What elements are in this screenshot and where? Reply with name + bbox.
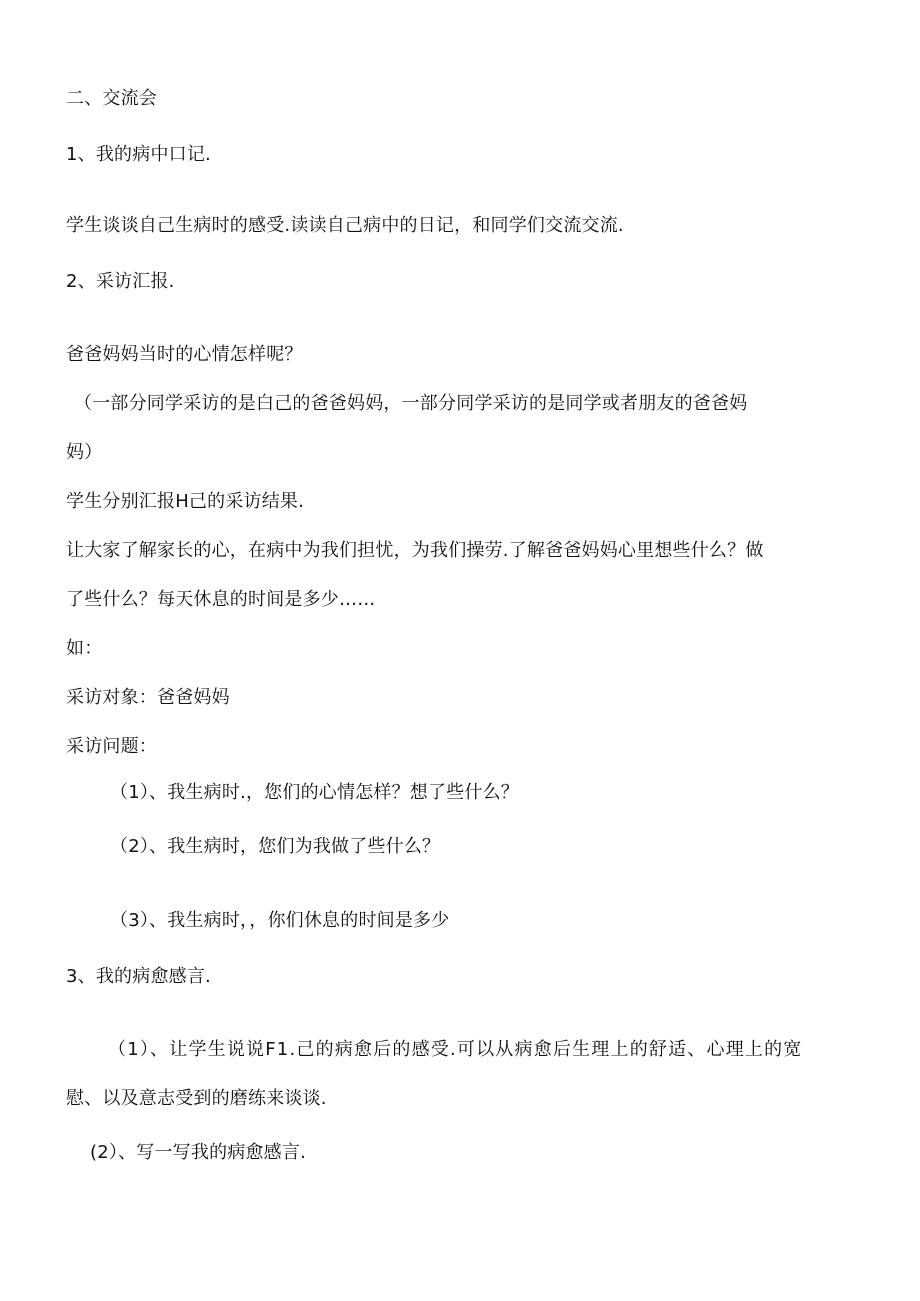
interview-question-2: （2）、我生病时，您们为我做了些什么？ — [110, 836, 441, 857]
interview-target: 采访对象：爸爸妈妈 — [66, 687, 230, 708]
item2-purpose-line1: 让大家了解家长的心，在病中为我们担忧，为我们操劳.了解爸爸妈妈心里想些什么？做 — [66, 540, 764, 561]
item3-sub1-line1: （1）、让学生说说F1.己的病愈后的感受.可以从病愈后生理上的舒适、心理上的宽 — [108, 1039, 803, 1060]
item2-report: 学生分别汇报H己的采访结果. — [66, 491, 305, 512]
item2-purpose-line2: 了些什么？每天休息的时间是多少…… — [66, 589, 376, 610]
item1-title: 1、我的病中口记. — [66, 144, 211, 165]
section-heading: 二、交流会 — [66, 88, 157, 109]
item2-note-line1: （一部分同学采访的是白己的爸爸妈妈，一部分同学采访的是同学或者朋友的爸爸妈 — [74, 393, 748, 414]
interview-question-1: （1）、我生病时.，您们的心情怎样？想了些什么？ — [110, 782, 519, 803]
item2-note-line2: 妈） — [66, 442, 103, 463]
item3-sub2: (2）、写一写我的病愈感言. — [90, 1142, 306, 1163]
item1-paragraph: 学生谈谈自己生病时的感受.读读自己病中的日记，和同学们交流交流. — [66, 215, 624, 236]
item2-question: 爸爸妈妈当时的心情怎样呢？ — [66, 344, 303, 365]
interview-questions-label: 采访问题： — [66, 736, 157, 757]
item2-title: 2、采访汇报. — [66, 271, 175, 292]
interview-question-3: （3）、我生病时，，你们休息的时间是多少 — [110, 910, 450, 931]
item3-sub1-line2: 慰、以及意志受到的磨练来谈谈. — [66, 1088, 327, 1109]
item2-example-label: 如： — [66, 638, 103, 659]
item3-title: 3、我的病愈感言. — [66, 966, 211, 987]
